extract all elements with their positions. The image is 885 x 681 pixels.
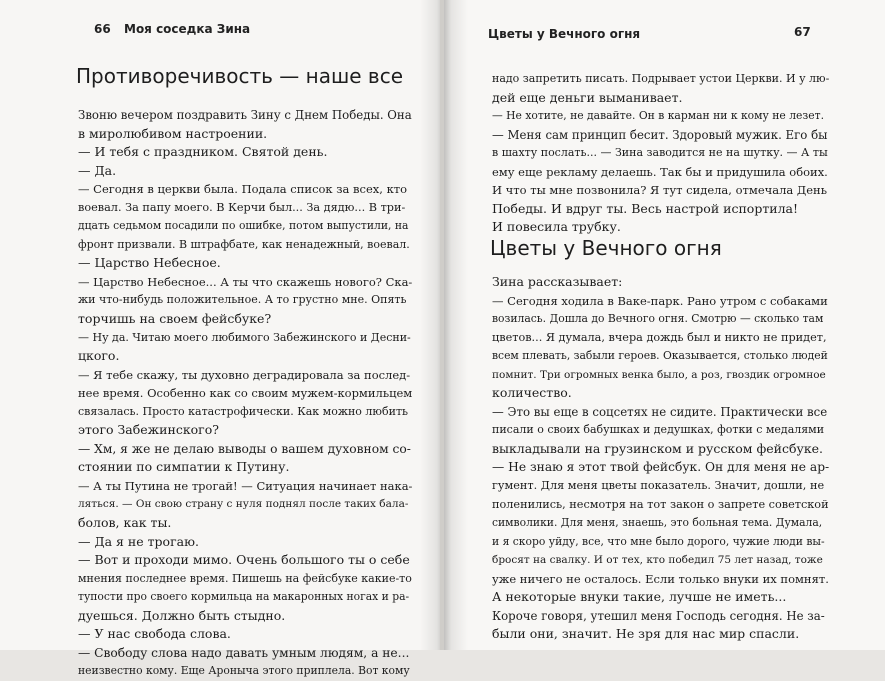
text-line: нее время. Особенно как со своим мужем-кормильцем — [78, 386, 413, 401]
text-line: дцать седьмом посадили по ошибке, потом выпустили, на — [78, 219, 409, 233]
chapter-heading: Противоречивость — наше все — [76, 64, 404, 88]
text-line: уже ничего не осталось. Если только внуки их помнят. — [492, 571, 829, 586]
text-line: — Вот и проходи мимо. Очень большого ты о себе — [78, 552, 410, 568]
text-line: — Не знаю я этот твой фейсбук. Он для меня не ар- — [492, 460, 830, 475]
text-line: Зина рассказывает: — [492, 274, 623, 289]
book-spine — [440, 0, 444, 650]
text-line: — Сегодня в церкви была. Подала список за всех, кто — [78, 182, 408, 197]
text-line: А некоторые внуки такие, лучше не иметь... — [492, 589, 787, 605]
text-line: помнит. Три огромных венка было, а роз, гвоздик огромное — [492, 368, 826, 381]
text-line: болов, как ты. — [78, 515, 172, 531]
body-text-bottom — [492, 273, 829, 644]
text-line: цкого. — [78, 348, 120, 364]
text-line: этого Забежинского? — [78, 422, 219, 438]
text-line: всем плевать, забыли героев. Оказывается, столько людей — [492, 349, 828, 363]
text-line: — Хм, я же не делаю выводы о вашем духовном со- — [78, 441, 411, 456]
chapter-heading: Цветы у Вечного огня — [490, 236, 722, 260]
page-number: 66 — [94, 22, 111, 36]
left-page — [0, 0, 442, 678]
text-line: И повесила трубку. — [492, 219, 621, 235]
text-line: — Не хотите, не давайте. Он в карман ни к кому не лезет. — [492, 109, 824, 123]
text-line: — Это вы еще в соцсетях не сидите. Практически все — [492, 404, 828, 419]
text-line: — Царство Небесное... А ты что скажешь нового? Ска- — [78, 274, 413, 289]
text-line: возилась. Дошла до Вечного огня. Смотрю — сколько там — [492, 312, 824, 326]
text-line: — Свободу слова надо давать умным людям, а не... — [78, 645, 410, 660]
text-line: — А ты Путина не трогай! — Ситуация начинает нака- — [78, 478, 413, 493]
text-line: — Да я не трогаю. — [78, 533, 199, 549]
text-line: ляться. — Он свою страну с нуля поднял после таких бала- — [78, 498, 409, 511]
text-line: воевал. За папу моего. В Керчи был... За дядю... В три- — [78, 200, 406, 214]
text-line: Звоню вечером поздравить Зину с Днем Победы. Она — [78, 108, 412, 122]
text-line: торчишь на своем фейсбуке? — [78, 311, 272, 327]
body-text-top — [492, 70, 829, 237]
text-line: — Сегодня ходила в Ваке-парк. Рано утром с собаками — [492, 293, 828, 308]
right-page — [442, 0, 885, 650]
body-text — [78, 106, 412, 681]
text-line: — Царство Небесное. — [78, 255, 221, 271]
text-line: связалась. Просто катастрофически. Как можно любить — [78, 404, 409, 418]
text-line: надо запретить писать. Подрывает устои Церкви. И у лю- — [492, 72, 830, 85]
running-title: Моя соседка Зина — [124, 22, 251, 36]
text-line: писали о своих бабушках и дедушках, фотки с медалями — [492, 423, 825, 437]
text-line: — Да. — [78, 162, 117, 178]
text-line: жи что-нибудь положительное. А то грустно мне. Опять — [78, 293, 407, 307]
text-line: Победы. И вдруг ты. Весь настрой испортила! — [492, 200, 798, 216]
text-line: в миролюбивом настроении. — [78, 125, 268, 141]
book-gutter-shadow — [420, 0, 468, 650]
text-line: Короче говоря, утешил меня Господь сегодня. Не за- — [492, 608, 825, 623]
page-number: 67 — [794, 25, 811, 39]
running-title: Цветы у Вечного огня — [488, 27, 641, 41]
text-line: символики. Для меня, знаешь, это больная тема. Думала, — [492, 516, 823, 530]
text-line: были они, значит. Не зря для нас мир спасли. — [492, 626, 800, 642]
text-line: поленились, несмотря на тот закон о запрете советской — [492, 497, 829, 511]
text-line: количество. — [492, 385, 572, 401]
text-line: — И тебя с праздником. Святой день. — [78, 144, 328, 160]
text-line: цветов... Я думала, вчера дождь был и никто не придет, — [492, 330, 827, 344]
text-line: стоянии по симпатии к Путину. — [78, 459, 290, 475]
text-line: фронт призвали. В штрафбате, как ненадежный, воевал. — [78, 237, 410, 251]
text-line: бросят на свалку. И от тех, кто победил 75 лет назад, тоже — [492, 554, 823, 567]
text-line: И что ты мне позвонила? Я тут сидела, отмечала День — [492, 183, 827, 198]
text-line: — Меня сам принцип бесит. Здоровый мужик. Его бы — [492, 127, 828, 142]
text-line: гумент. Для меня цветы показатель. Значит, дошли, не — [492, 479, 825, 493]
text-line: — Ну да. Читаю моего любимого Забежинского и Десни- — [78, 330, 411, 344]
text-line: дей еще деньги выманивает. — [492, 89, 683, 105]
text-line: тупости про своего кормильца на макаронных ногах и ра- — [78, 590, 410, 604]
text-line: — У нас свобода слова. — [78, 626, 231, 642]
text-line: неизвестно кому. Еще Аронычa этого приплела. Вот кому — [78, 664, 410, 678]
text-line: и я скоро уйду, все, что мне было дорого, чужие люди вы- — [492, 534, 825, 548]
text-line: выкладывали на грузинском и русском фейсбуке. — [492, 440, 824, 456]
text-line: — Я тебе скажу, ты духовно деградировала за послед- — [78, 367, 411, 382]
text-line: в шахту послать... — Зина заводится не на шутку. — А ты — [492, 146, 828, 160]
text-line: мнения последнее время. Пишешь на фейсбуке какие-то — [78, 571, 412, 585]
text-line: дуешься. Должно быть стыдно. — [78, 607, 286, 623]
text-line: ему еще рекламу делаешь. Так бы и придушила обоих. — [492, 164, 828, 179]
